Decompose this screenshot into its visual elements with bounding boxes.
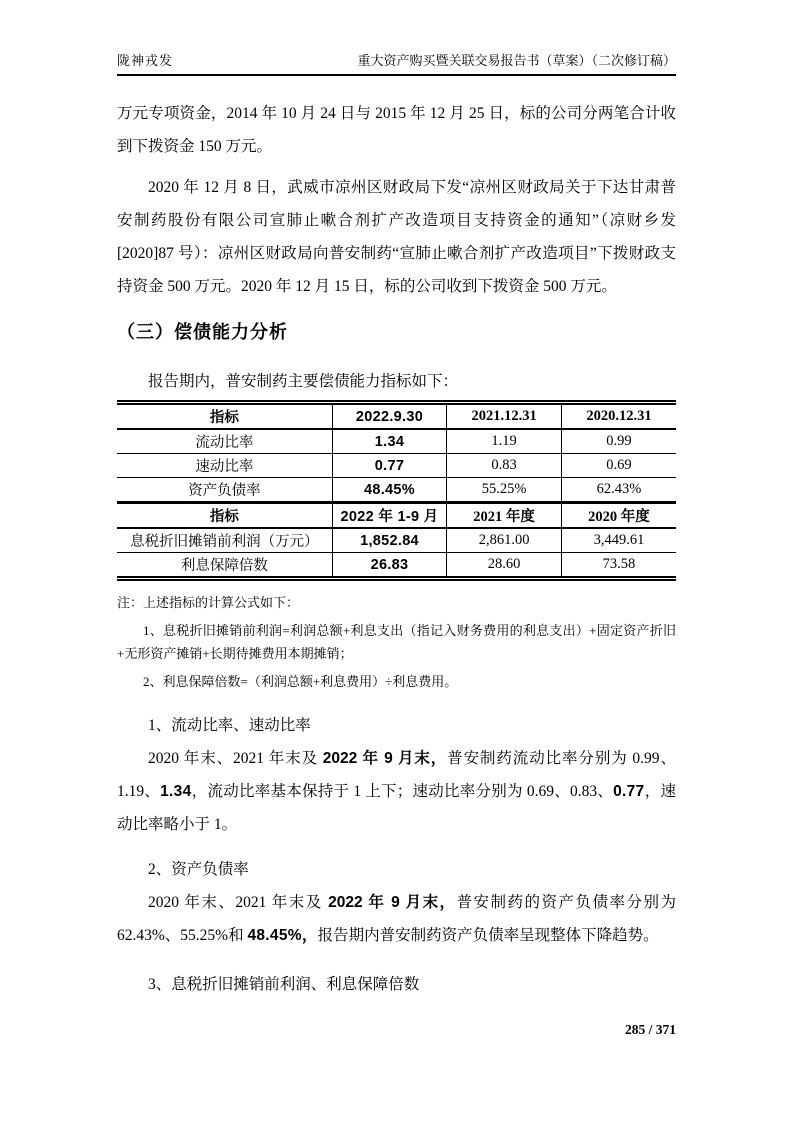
text-run-bold: 2022 年 9 月末， — [328, 894, 457, 911]
paragraph-table-intro: 报告期内，普安制药主要偿债能力指标如下： — [148, 373, 459, 390]
table-row-ebitda — [117, 528, 676, 553]
header-report-title: 重大资产购买暨关联交易报告书（草案）（二次修订稿） — [357, 53, 676, 68]
table-cell: 速动比率 — [195, 459, 254, 475]
note-formula-ebitda: 1、息税折旧摊销前利润=利润总额+利息支出（指记入财务费用的利息支出）+固定资产折旧+无形资产摊销+长期待摊费用本期摊销； — [117, 623, 676, 661]
text-run: 2020 年末、2021 年末及 — [148, 894, 329, 911]
table-cell: 0.69 — [561, 454, 676, 478]
table-cell: 0.83 — [447, 454, 562, 478]
text-run: 2020 年末、2021 年末及 — [148, 750, 323, 767]
table-cell: 48.45% — [332, 478, 447, 503]
subheading-liquidity-ratios: 1、流动比率、速动比率 — [148, 717, 311, 734]
table-cell: 息税折旧摊销前利润（万元） — [130, 534, 319, 550]
running-header — [117, 50, 676, 76]
page-number: 285 / 371 — [624, 1022, 676, 1037]
table-cell: 1,852.84 — [332, 528, 447, 553]
text-run-bold: 0.77 — [613, 783, 645, 800]
text-run-bold: 1.34 — [160, 783, 192, 800]
table-row-current-ratio — [117, 429, 676, 454]
table-header-cell: 2022.9.30 — [332, 403, 447, 430]
table-cell: 73.58 — [561, 553, 676, 579]
text-run-bold: 48.45%， — [247, 927, 318, 944]
solvency-indicators-table — [117, 400, 676, 581]
table-header-cell: 指标 — [209, 410, 239, 426]
section-heading-solvency-analysis: （三）偿债能力分析 — [117, 322, 288, 342]
paragraph-liquidity-analysis — [117, 742, 676, 841]
table-cell: 资产负债率 — [188, 483, 261, 499]
table-cell: 1.34 — [332, 429, 447, 454]
table-cell: 3,449.61 — [561, 528, 676, 553]
header-company-name: 陇神戎发 — [117, 53, 174, 68]
subheading-debt-ratio: 2、资产负债率 — [148, 861, 249, 878]
text-run: ，流动比率基本保持于 1 上下；速动比率分别为 0.69、0.83、 — [191, 783, 614, 800]
table-notes — [117, 591, 676, 693]
text-run: ，速动比率略小于 1。 — [117, 783, 676, 833]
table-header-cell: 2021.12.31 — [447, 403, 562, 430]
table-header-cell: 2020.12.31 — [561, 403, 676, 430]
paragraph-continuation: 万元专项资金，2014 年 10 月 24 日与 2015 年 12 月 25 日，标的公司分两笔合计收到下拨资金 150 万元。 — [117, 105, 676, 155]
table-header-cell: 指标 — [209, 509, 239, 525]
text-run: 普安制药的资产负债率分别为 62.43%、55.25%和 — [117, 894, 676, 944]
paragraph-funding-notice: 2020 年 12 月 8 日，武威市凉州区财政局下发“凉州区财政局关于下达甘肃普安制药股份有限公司宣肺止嗽合剂扩产改造项目支持资金的通知”（凉财乡发[2020]87 号）：凉州区财政局向普安制药“宣肺止嗽合剂扩产改造项目”下拨财政支持资金 500 万元。2020 年 12 月 15 日，标的公司收到下拨资金 500 万元。 — [117, 179, 676, 295]
table-header-row — [117, 403, 676, 430]
text-run-bold: 2022 年 9 月末， — [322, 750, 448, 767]
note-formula-interest-coverage: 2、利息保障倍数=（利润总额+利息费用）÷利息费用。 — [143, 674, 458, 689]
text-run: 报告期内普安制药资产负债率呈现整体下降趋势。 — [317, 927, 659, 944]
note-intro: 注：上述指标的计算公式如下： — [117, 595, 300, 610]
table-header-row-periods — [117, 503, 676, 529]
table-cell: 2,861.00 — [447, 528, 562, 553]
table-header-cell: 2022 年 1-9 月 — [332, 503, 447, 529]
table-cell: 1.19 — [447, 429, 562, 454]
table-row-debt-ratio — [117, 478, 676, 503]
table-cell: 0.77 — [332, 454, 447, 478]
table-cell: 62.43% — [561, 478, 676, 503]
table-row-quick-ratio — [117, 454, 676, 478]
table-cell: 0.99 — [561, 429, 676, 454]
text-run: 普安制药流动比率分别为 0.99、1.19、 — [117, 750, 676, 800]
table-header-cell: 2021 年度 — [447, 503, 562, 529]
table-cell: 利息保障倍数 — [180, 558, 268, 574]
table-header-cell: 2020 年度 — [561, 503, 676, 529]
table-cell: 55.25% — [447, 478, 562, 503]
subheading-ebitda-interest-coverage: 3、息税折旧摊销前利润、利息保障倍数 — [148, 976, 420, 993]
table-cell: 26.83 — [332, 553, 447, 579]
table-cell: 流动比率 — [195, 435, 254, 451]
table-cell: 28.60 — [447, 553, 562, 579]
paragraph-debt-ratio-analysis — [117, 886, 676, 952]
table-row-interest-coverage — [117, 553, 676, 579]
